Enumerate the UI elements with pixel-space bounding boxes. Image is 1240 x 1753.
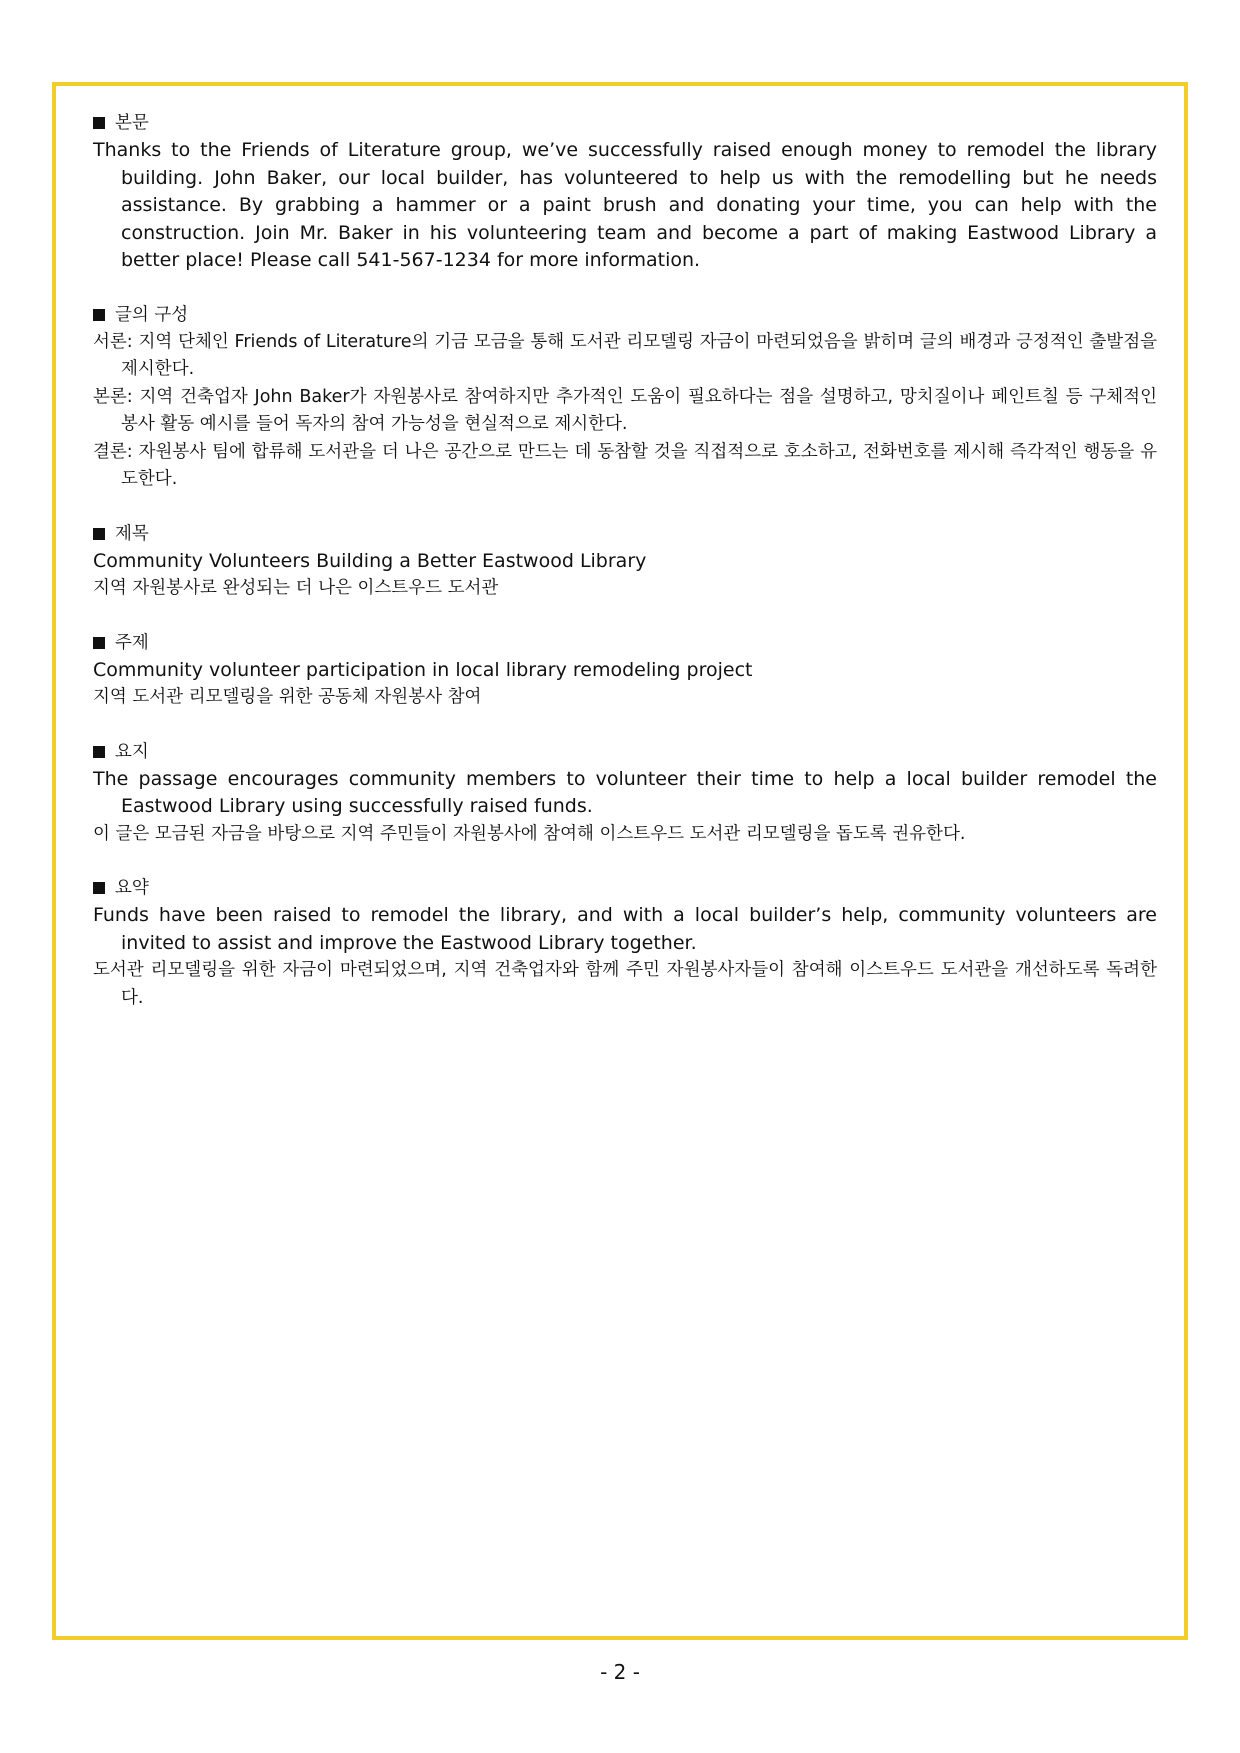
section-heading-label: 주제 bbox=[115, 632, 149, 653]
topic-section bbox=[93, 630, 1157, 712]
section-heading-label: 글의 구성 bbox=[115, 304, 189, 325]
section-heading-label: 요지 bbox=[115, 741, 149, 762]
section-heading bbox=[93, 302, 1157, 329]
structure-intro: 서론: 지역 단체인 Friends of Literature의 기금 모금을 통해 도서관 리모델링 자금이 마련되었음을 밝히며 글의 배경과 긍정적인 출발점을 제시한다. bbox=[93, 331, 1157, 379]
square-bullet-icon bbox=[93, 746, 105, 758]
section-heading bbox=[93, 521, 1157, 548]
section-heading bbox=[93, 875, 1157, 902]
square-bullet-icon bbox=[93, 637, 105, 649]
summary-section bbox=[93, 875, 1157, 1012]
summary-english: Funds have been raised to remodel the library, and with a local builder’s help, community volunteers are invited to assist and improve the Eastwood Library together. bbox=[93, 904, 1157, 954]
body-section bbox=[93, 110, 1157, 275]
gist-english: The passage encourages community members to volunteer their time to help a local builder remodel the Eastwood Library using successfully raised funds. bbox=[93, 767, 1157, 817]
gist-section bbox=[93, 739, 1157, 849]
square-bullet-icon bbox=[93, 882, 105, 894]
section-heading bbox=[93, 739, 1157, 766]
square-bullet-icon bbox=[93, 117, 105, 129]
structure-section bbox=[93, 302, 1157, 494]
section-heading-label: 본문 bbox=[115, 113, 149, 133]
page-number: - 2 - bbox=[600, 1660, 640, 1684]
summary-korean: 도서관 리모델링을 위한 자금이 마련되었으며, 지역 건축업자와 함께 주민 자원봉사자들이 참여해 이스트우드 도서관을 개선하도록 독려한다. bbox=[93, 960, 1157, 1008]
topic-english: Community volunteer participation in local library remodeling project bbox=[93, 658, 753, 681]
structure-conclusion: 결론: 자원봉사 팀에 합류해 도서관을 더 나은 공간으로 만드는 데 동참할 것을 직접적으로 호소하고, 전화번호를 제시해 즉각적인 행동을 유도한다. bbox=[93, 441, 1157, 489]
title-english: Community Volunteers Building a Better Eastwood Library bbox=[93, 549, 647, 572]
title-korean: 지역 자원봉사로 완성되는 더 나은 이스트우드 도서관 bbox=[93, 578, 499, 598]
section-heading bbox=[93, 110, 1157, 137]
topic-korean: 지역 도서관 리모델링을 위한 공동체 자원봉사 참여 bbox=[93, 687, 482, 707]
body-paragraph: Thanks to the Friends of Literature group, we’ve successfully raised enough money to remodel the library building. John Baker, our local builder, has volunteered to help us with the remodelling but he needs assistance. By grabbing a hammer or a paint brush and donating your time, you can help with the construction. Join Mr. Baker in his volunteering team and become a part of making Eastwood Library a better place! Please call 541-567-1234 for more information. bbox=[93, 139, 1157, 271]
title-section bbox=[93, 521, 1157, 603]
section-heading-label: 제목 bbox=[115, 523, 149, 544]
document-content bbox=[93, 110, 1157, 1039]
square-bullet-icon bbox=[93, 309, 105, 321]
section-heading bbox=[93, 630, 1157, 657]
gist-korean: 이 글은 모금된 자금을 바탕으로 지역 주민들이 자원봉사에 참여해 이스트우드 도서관 리모델링을 돕도록 권유한다. bbox=[93, 823, 966, 844]
section-heading-label: 요약 bbox=[115, 878, 149, 898]
structure-body: 본론: 지역 건축업자 John Baker가 자원봉사로 참여하지만 추가적인 도움이 필요하다는 점을 설명하고, 망치질이나 페인트칠 등 구체적인 봉사 활동 예시를 들어 독자의 참여 가능성을 현실적으로 제시한다. bbox=[93, 386, 1157, 434]
square-bullet-icon bbox=[93, 528, 105, 540]
